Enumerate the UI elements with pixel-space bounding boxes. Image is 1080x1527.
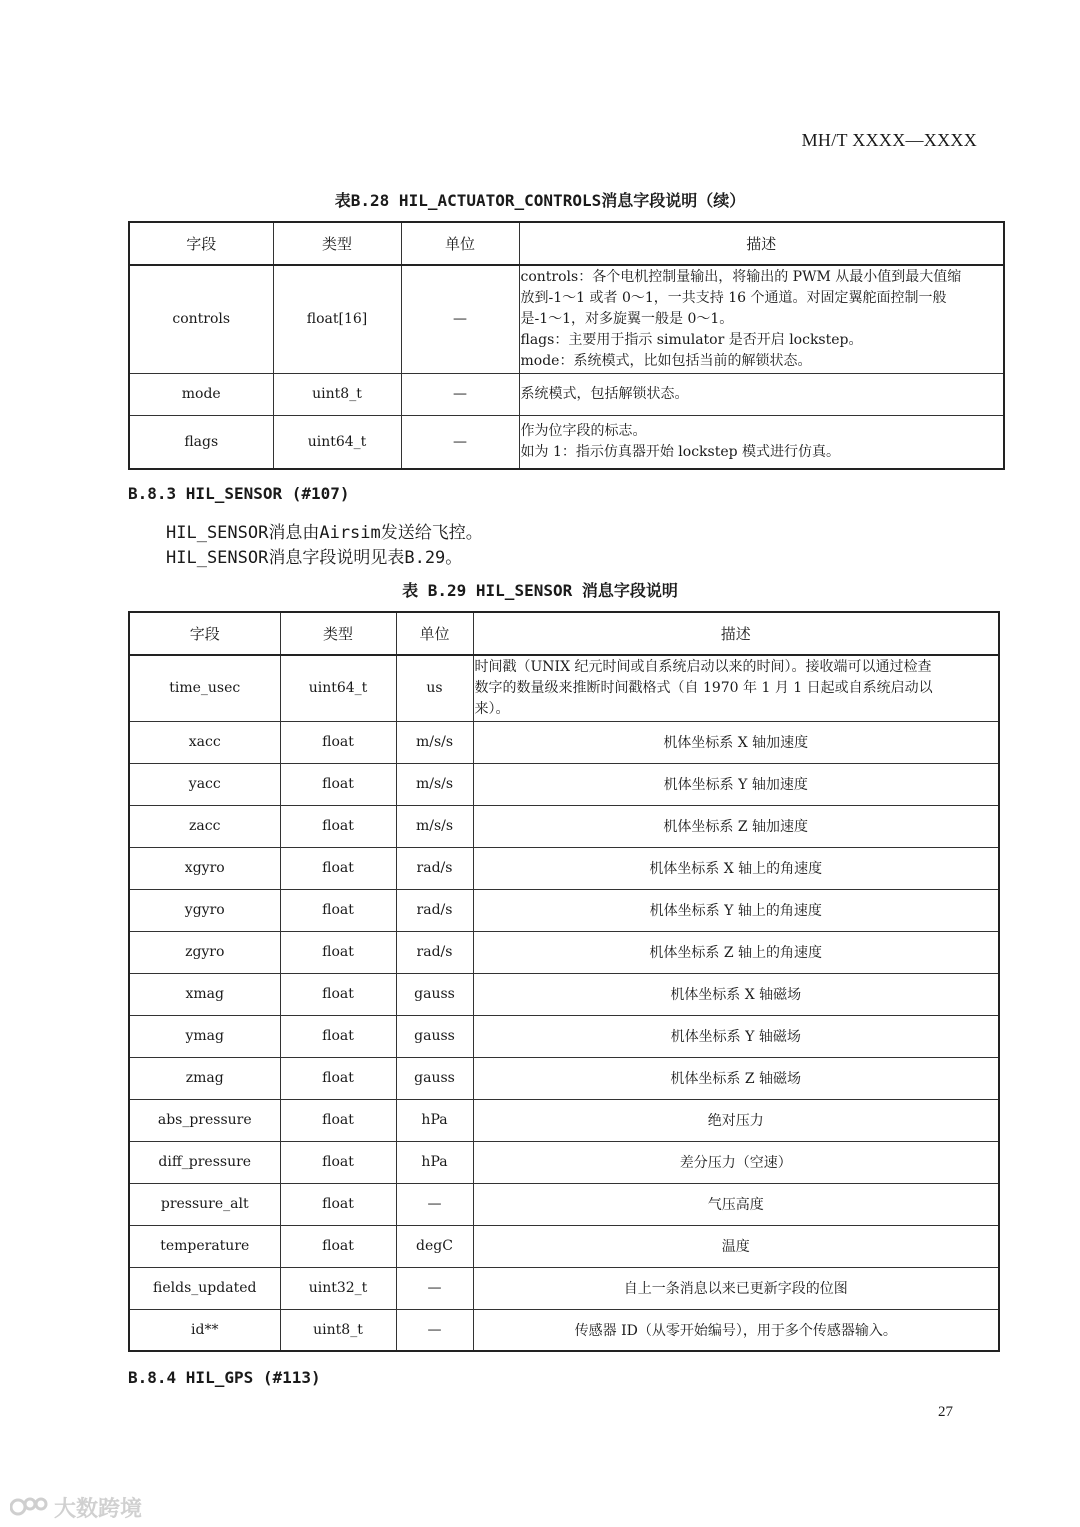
header-unit: 单位 xyxy=(396,612,473,655)
cell-field: xgyro xyxy=(129,847,280,889)
cell-field: ymag xyxy=(129,1015,280,1057)
cell-unit: m/s/s xyxy=(396,805,473,847)
table-row xyxy=(129,763,999,805)
cell-type: float xyxy=(280,889,396,931)
desc-line: 作为位字段的标志。 xyxy=(520,422,647,439)
header-field: 字段 xyxy=(129,222,273,265)
cell-unit: — xyxy=(401,373,519,415)
cell-description: 机体坐标系 X 轴加速度 xyxy=(473,721,999,763)
cell-description xyxy=(519,415,1004,469)
cell-description xyxy=(519,373,1004,415)
cell-field: xmag xyxy=(129,973,280,1015)
cell-field: controls xyxy=(129,265,273,373)
cell-type: float xyxy=(280,973,396,1015)
table-row xyxy=(129,1309,999,1351)
desc-line: 系统模式，包括解锁状态。 xyxy=(520,385,689,402)
table-row xyxy=(129,973,999,1015)
table-b28 xyxy=(128,221,1005,470)
cell-description: 机体坐标系 X 轴磁场 xyxy=(473,973,999,1015)
header-type: 类型 xyxy=(280,612,396,655)
cell-field: yacc xyxy=(129,763,280,805)
cell-description: 气压高度 xyxy=(473,1183,999,1225)
cell-unit: us xyxy=(396,655,473,721)
desc-line: flags：主要用于指示 simulator 是否开启 lockstep。 xyxy=(520,331,863,348)
cell-type: float xyxy=(280,1099,396,1141)
cell-field: mode xyxy=(129,373,273,415)
desc-line: 是-1～1，对多旋翼一般是 0～1。 xyxy=(520,310,734,327)
table-b29 xyxy=(128,611,1000,1352)
table-row xyxy=(129,889,999,931)
desc-line: mode：系统模式，比如包括当前的解锁状态。 xyxy=(520,352,812,369)
cell-description: 机体坐标系 Y 轴磁场 xyxy=(473,1015,999,1057)
table-b28-caption: 表B.28 HIL_ACTUATOR_CONTROLS消息字段说明（续） xyxy=(334,191,746,210)
watermark-logo-icon xyxy=(10,1495,50,1525)
table-b29-caption: 表 B.29 HIL_SENSOR 消息字段说明 xyxy=(402,581,678,600)
watermark-text: 大数跨境 xyxy=(54,1497,143,1522)
cell-unit: gauss xyxy=(396,973,473,1015)
table-row xyxy=(129,415,1004,469)
cell-unit: rad/s xyxy=(396,847,473,889)
cell-unit: — xyxy=(396,1309,473,1351)
header-type: 类型 xyxy=(273,222,401,265)
table-row xyxy=(129,373,1004,415)
paragraph: HIL_SENSOR消息由Airsim发送给飞控。 xyxy=(166,523,483,543)
cell-unit: gauss xyxy=(396,1057,473,1099)
watermark xyxy=(10,1492,142,1525)
page-number: 27 xyxy=(938,1404,953,1420)
table-row xyxy=(129,1267,999,1309)
cell-type: float xyxy=(280,1225,396,1267)
cell-unit: — xyxy=(401,415,519,469)
table-row xyxy=(129,931,999,973)
table-row xyxy=(129,1099,999,1141)
paragraph: HIL_SENSOR消息字段说明见表B.29。 xyxy=(166,548,463,568)
table-row xyxy=(129,847,999,889)
cell-type: uint64_t xyxy=(280,655,396,721)
cell-type: uint64_t xyxy=(273,415,401,469)
cell-description: 自上一条消息以来已更新字段的位图 xyxy=(473,1267,999,1309)
header-description: 描述 xyxy=(519,222,1004,265)
cell-field: id** xyxy=(129,1309,280,1351)
header-description: 描述 xyxy=(473,612,999,655)
cell-description: 传感器 ID（从零开始编号），用于多个传感器输入。 xyxy=(473,1309,999,1351)
cell-field: zacc xyxy=(129,805,280,847)
section-heading-b83: B.8.3 HIL_SENSOR (#107) xyxy=(128,484,350,503)
cell-field: ygyro xyxy=(129,889,280,931)
cell-unit: — xyxy=(401,265,519,373)
cell-type: float xyxy=(280,1057,396,1099)
cell-field: time_usec xyxy=(129,655,280,721)
cell-field: flags xyxy=(129,415,273,469)
cell-field: pressure_alt xyxy=(129,1183,280,1225)
table-b29-body xyxy=(129,721,999,1351)
table-row xyxy=(129,265,1004,373)
desc-line: 时间戳（UNIX 纪元时间或自系统启动以来的时间）。接收端可以通过检查 xyxy=(474,658,932,675)
cell-type: uint8_t xyxy=(273,373,401,415)
table-row xyxy=(129,1057,999,1099)
cell-type: float xyxy=(280,721,396,763)
table-row xyxy=(129,1225,999,1267)
cell-unit: m/s/s xyxy=(396,721,473,763)
table-row xyxy=(129,721,999,763)
cell-field: diff_pressure xyxy=(129,1141,280,1183)
desc-line: 如为 1：指示仿真器开始 lockstep 模式进行仿真。 xyxy=(520,443,841,460)
cell-unit: rad/s xyxy=(396,889,473,931)
header-unit: 单位 xyxy=(401,222,519,265)
cell-description: 机体坐标系 Y 轴加速度 xyxy=(473,763,999,805)
cell-type: float xyxy=(280,1183,396,1225)
cell-type: float xyxy=(280,1015,396,1057)
table-row xyxy=(129,805,999,847)
header-field: 字段 xyxy=(129,612,280,655)
section-heading-b84: B.8.4 HIL_GPS (#113) xyxy=(128,1368,321,1387)
cell-field: abs_pressure xyxy=(129,1099,280,1141)
cell-description: 差分压力（空速） xyxy=(473,1141,999,1183)
cell-description: 绝对压力 xyxy=(473,1099,999,1141)
cell-unit: — xyxy=(396,1267,473,1309)
cell-type: uint8_t xyxy=(280,1309,396,1351)
desc-line: 数字的数量级来推断时间戳格式（自 1970 年 1 月 1 日起或自系统启动以 xyxy=(474,679,933,696)
cell-field: temperature xyxy=(129,1225,280,1267)
desc-line: 来）。 xyxy=(474,700,510,717)
table-row xyxy=(129,1015,999,1057)
cell-unit: degC xyxy=(396,1225,473,1267)
document-code: MH/T XXXX—XXXX xyxy=(801,130,977,150)
table-row xyxy=(129,1183,999,1225)
cell-unit: hPa xyxy=(396,1141,473,1183)
table-header-row xyxy=(129,222,1004,265)
cell-description: 机体坐标系 Y 轴上的角速度 xyxy=(473,889,999,931)
table-row xyxy=(129,1141,999,1183)
cell-description xyxy=(519,265,1004,373)
cell-description: 机体坐标系 X 轴上的角速度 xyxy=(473,847,999,889)
cell-description: 机体坐标系 Z 轴上的角速度 xyxy=(473,931,999,973)
cell-description: 机体坐标系 Z 轴磁场 xyxy=(473,1057,999,1099)
table-row xyxy=(129,655,999,721)
cell-unit: m/s/s xyxy=(396,763,473,805)
cell-field: zgyro xyxy=(129,931,280,973)
cell-unit: gauss xyxy=(396,1015,473,1057)
cell-type: float xyxy=(280,763,396,805)
cell-description xyxy=(473,655,999,721)
cell-type: float xyxy=(280,931,396,973)
cell-type: float xyxy=(280,1141,396,1183)
cell-field: xacc xyxy=(129,721,280,763)
cell-field: zmag xyxy=(129,1057,280,1099)
table-header-row xyxy=(129,612,999,655)
desc-line: controls：各个电机控制量输出，将输出的 PWM 从最小值到最大值缩 xyxy=(520,268,962,285)
cell-type: float xyxy=(280,847,396,889)
cell-field: fields_updated xyxy=(129,1267,280,1309)
cell-description: 温度 xyxy=(473,1225,999,1267)
cell-unit: hPa xyxy=(396,1099,473,1141)
desc-line: 放到-1～1 或者 0～1，一共支持 16 个通道。对固定翼舵面控制一般 xyxy=(520,289,947,306)
cell-unit: — xyxy=(396,1183,473,1225)
cell-description: 机体坐标系 Z 轴加速度 xyxy=(473,805,999,847)
cell-type: uint32_t xyxy=(280,1267,396,1309)
cell-type: float[16] xyxy=(273,265,401,373)
cell-type: float xyxy=(280,805,396,847)
cell-unit: rad/s xyxy=(396,931,473,973)
